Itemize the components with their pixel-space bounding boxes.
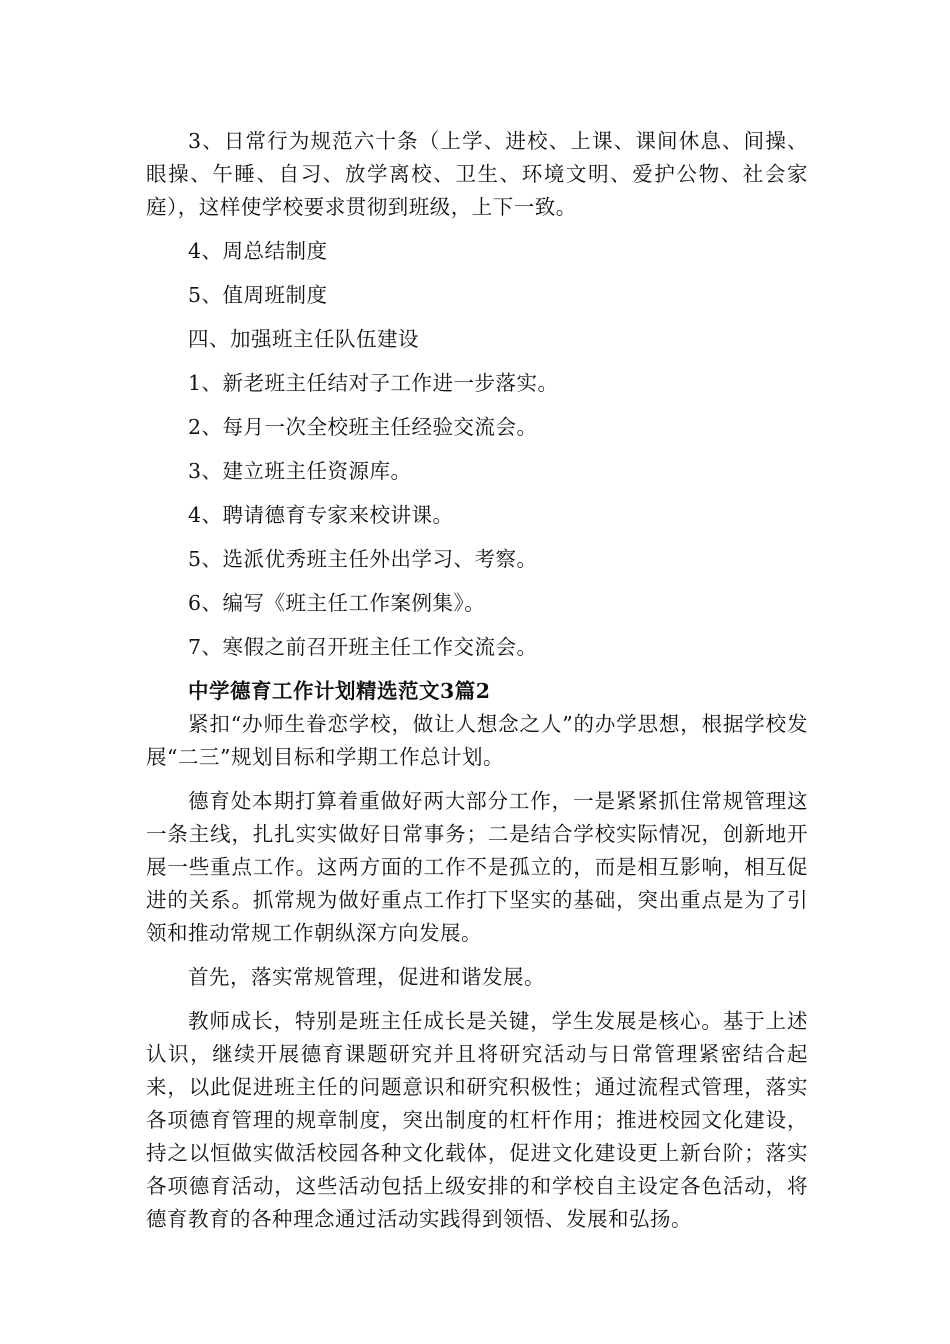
- list-item: 4、聘请德育专家来校讲课。: [188, 503, 454, 527]
- list-item: 3、建立班主任资源库。: [188, 459, 412, 483]
- list-item: 6、编写《班主任工作案例集》。: [188, 591, 486, 615]
- body-paragraph: 首先，落实常规管理，促进和谐发展。: [188, 965, 545, 989]
- list-item: 7、寒假之前召开班主任工作交流会。: [188, 635, 538, 659]
- paragraph-rule-3: 3、日常行为规范六十条（上学、进校、上课、课间休息、间操、眼操、午睡、自习、放学离校、卫生、环境文明、爱护公物、社会家庭），这样使学校要求贯彻到班级，上下一致。: [146, 129, 808, 219]
- paragraph-rule-4: 4、周总结制度: [188, 239, 328, 263]
- body-paragraph: 教师成长，特别是班主任成长是关键，学生发展是核心。基于上述认识，继续开展德育课题研究并且将研究活动与日常管理紧密结合起来，以此促进班主任的问题意识和研究积极性；通过流程式管理，落实各项德育管理的规章制度，突出制度的杠杆作用；推进校园文化建设，持之以恒做实做活校园各种文化载体，促进文化建设更上新台阶；落实各项德育活动，这些活动包括上级安排的和学校自主设定各色活动，将德育教育的各种理念通过活动实践得到领悟、发展和弘扬。: [146, 1009, 808, 1231]
- body-paragraph: 紧扣“办师生眷恋学校，做让人想念之人”的办学思想，根据学校发展“二三”规划目标和学期工作总计划。: [146, 712, 808, 769]
- document-page: [146, 125, 808, 1247]
- list-item: 5、选派优秀班主任外出学习、考察。: [188, 547, 538, 571]
- list-item: 1、新老班主任结对子工作进一步落实。: [188, 371, 559, 395]
- paragraph-rule-5: 5、值周班制度: [188, 283, 328, 307]
- article-heading: 中学德育工作计划精选范文3篇2: [188, 679, 491, 703]
- list-item: 2、每月一次全校班主任经验交流会。: [188, 415, 538, 439]
- section-heading-4: 四、加强班主任队伍建设: [188, 327, 419, 351]
- body-paragraph: 德育处本期打算着重做好两大部分工作，一是紧紧抓住常规管理这一条主线，扎扎实实做好日常事务；二是结合学校实际情况，创新地开展一些重点工作。这两方面的工作不是孤立的，而是相互影响，相互促进的关系。抓常规为做好重点工作打下坚实的基础，突出重点是为了引领和推动常规工作朝纵深方向发展。: [146, 789, 808, 945]
